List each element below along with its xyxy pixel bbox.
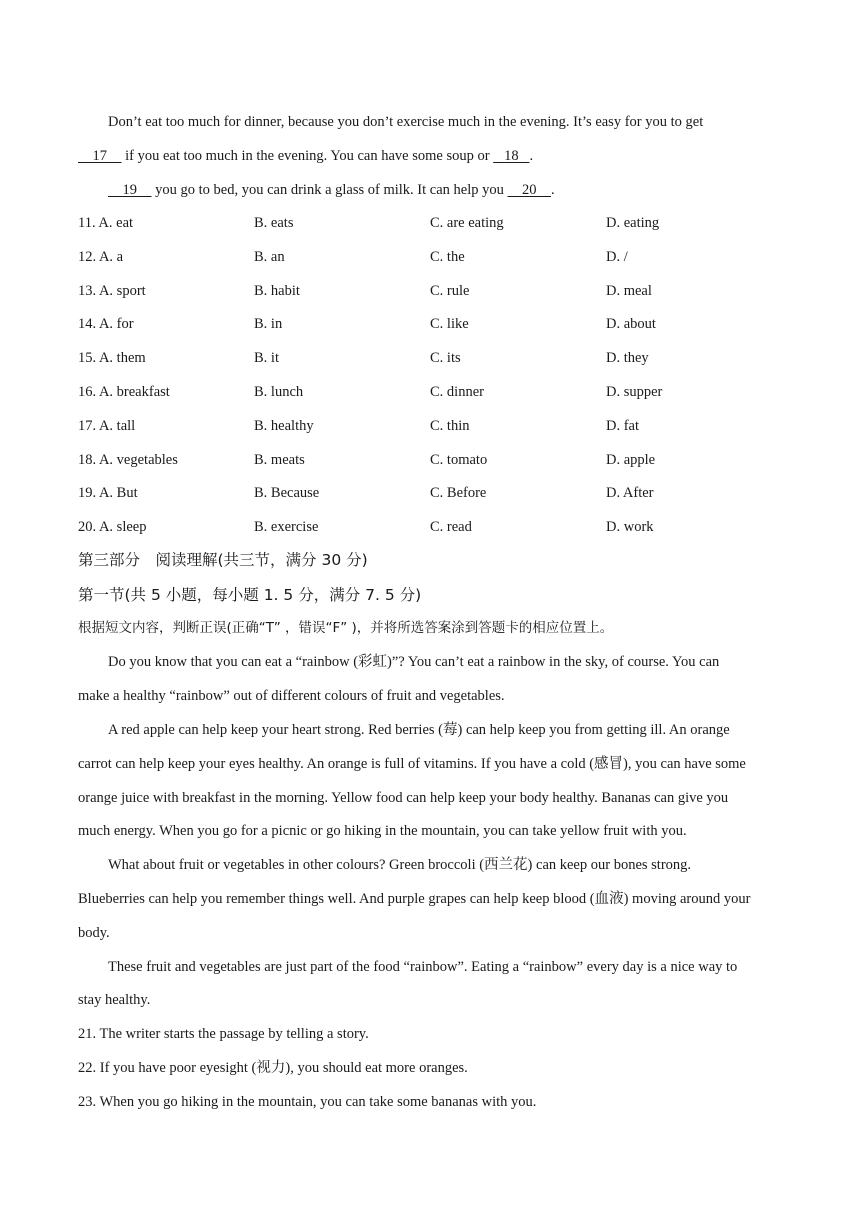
option-row-15 bbox=[78, 348, 790, 368]
blank-20: 20 bbox=[522, 182, 537, 198]
option-c: C. the bbox=[430, 249, 465, 265]
passage-text: . bbox=[529, 148, 534, 164]
option-row-13 bbox=[78, 281, 790, 301]
blank-19: 19 bbox=[122, 182, 137, 198]
option-c: C. read bbox=[430, 519, 472, 535]
option-c: C. Before bbox=[430, 485, 487, 501]
option-row-20 bbox=[78, 517, 790, 537]
instruction-text: 根据短文内容，判断正误(正确“T” ，错误“F” )，并将所选答案涂到答题卡的相应位置上。 bbox=[78, 620, 614, 636]
question-22: 22. If you have poor eyesight (视力), you should eat more oranges. bbox=[78, 1060, 468, 1076]
reading-line: Blueberries can help you remember things well. And purple grapes can help keep blood (血液) moving around your bbox=[78, 891, 751, 907]
question-23: 23. When you go hiking in the mountain, you can take some bananas with you. bbox=[78, 1094, 537, 1110]
option-a: 19. A. But bbox=[78, 485, 138, 501]
option-row-19 bbox=[78, 483, 790, 503]
passage-text: Don’t eat too much for dinner, because you don’t exercise much in the evening. It’s easy for you to get bbox=[108, 114, 704, 130]
blank-17: 17 bbox=[92, 148, 107, 164]
option-b: B. an bbox=[254, 249, 285, 265]
option-a: 15. A. them bbox=[78, 350, 146, 366]
option-b: B. eats bbox=[254, 215, 294, 231]
option-d: D. eating bbox=[606, 215, 660, 231]
option-a: 14. A. for bbox=[78, 316, 134, 332]
option-b: B. meats bbox=[254, 452, 305, 468]
option-a: 18. A. vegetables bbox=[78, 452, 178, 468]
reading-line: orange juice with breakfast in the morning. Yellow food can help keep your body healthy. Bananas can give you bbox=[78, 790, 729, 806]
option-d: D. apple bbox=[606, 452, 656, 468]
option-c: C. rule bbox=[430, 283, 470, 299]
option-a: 20. A. sleep bbox=[78, 519, 147, 535]
option-a: 16. A. breakfast bbox=[78, 384, 170, 400]
option-b: B. healthy bbox=[254, 418, 314, 434]
option-a: 17. A. tall bbox=[78, 418, 136, 434]
option-a: 12. A. a bbox=[78, 249, 124, 265]
reading-line: A red apple can help keep your heart strong. Red berries (莓) can help keep you from getting ill. An orange bbox=[108, 722, 730, 738]
option-d: D. fat bbox=[606, 418, 640, 434]
option-row-16 bbox=[78, 382, 790, 402]
option-d: D. about bbox=[606, 316, 656, 332]
option-b: B. lunch bbox=[254, 384, 304, 400]
option-c: C. tomato bbox=[430, 452, 488, 468]
option-c: C. thin bbox=[430, 418, 470, 434]
reading-line: make a healthy “rainbow” out of different colours of fruit and vegetables. bbox=[78, 688, 505, 704]
option-d: D. work bbox=[606, 519, 654, 535]
option-c: C. like bbox=[430, 316, 469, 332]
blank-18: 18 bbox=[504, 148, 519, 164]
question-21: 21. The writer starts the passage by telling a story. bbox=[78, 1026, 369, 1042]
option-c: C. dinner bbox=[430, 384, 484, 400]
option-d: D. After bbox=[606, 485, 654, 501]
option-b: B. exercise bbox=[254, 519, 319, 535]
reading-line: body. bbox=[78, 925, 110, 941]
reading-line: carrot can help keep your eyes healthy. An orange is full of vitamins. If you have a cold (感冒), you can have some bbox=[78, 756, 746, 772]
reading-line: Do you know that you can eat a “rainbow (彩虹)”? You can’t eat a rainbow in the sky, of course. You can bbox=[108, 654, 720, 670]
option-b: B. it bbox=[254, 350, 279, 366]
reading-line: These fruit and vegetables are just part of the food “rainbow”. Eating a “rainbow” every day is a nice way to bbox=[108, 959, 738, 975]
option-b: B. habit bbox=[254, 283, 300, 299]
passage-line bbox=[108, 112, 820, 132]
reading-line: stay healthy. bbox=[78, 992, 151, 1008]
passage-text: if you eat too much in the evening. You can have some soup or bbox=[121, 148, 494, 164]
option-c: C. its bbox=[430, 350, 461, 366]
option-d: D. supper bbox=[606, 384, 663, 400]
passage-line bbox=[108, 180, 820, 200]
reading-line: What about fruit or vegetables in other colours? Green broccoli (西兰花) can keep our bones strong. bbox=[108, 857, 692, 873]
option-a: 11. A. eat bbox=[78, 215, 134, 231]
subsection-heading: 第一节(共 5 小题，每小题 1. 5 分，满分 7. 5 分) bbox=[78, 586, 422, 604]
passage-line bbox=[78, 146, 790, 166]
option-row-14 bbox=[78, 314, 790, 334]
option-b: B. in bbox=[254, 316, 283, 332]
option-c: C. are eating bbox=[430, 215, 504, 231]
passage-text: . bbox=[551, 182, 555, 198]
option-d: D. / bbox=[606, 249, 628, 265]
section-heading: 第三部分 阅读理解(共三节，满分 30 分) bbox=[78, 551, 368, 569]
option-d: D. they bbox=[606, 350, 649, 366]
option-b: B. Because bbox=[254, 485, 320, 501]
passage-text: you go to bed, you can drink a glass of milk. It can help you bbox=[151, 182, 508, 198]
reading-line: much energy. When you go for a picnic or go hiking in the mountain, you can take yellow fruit with you. bbox=[78, 823, 687, 839]
option-row-12 bbox=[78, 247, 790, 267]
option-d: D. meal bbox=[606, 283, 652, 299]
option-row-17 bbox=[78, 416, 790, 436]
option-a: 13. A. sport bbox=[78, 283, 146, 299]
option-row-11 bbox=[78, 213, 790, 233]
option-row-18 bbox=[78, 450, 790, 470]
